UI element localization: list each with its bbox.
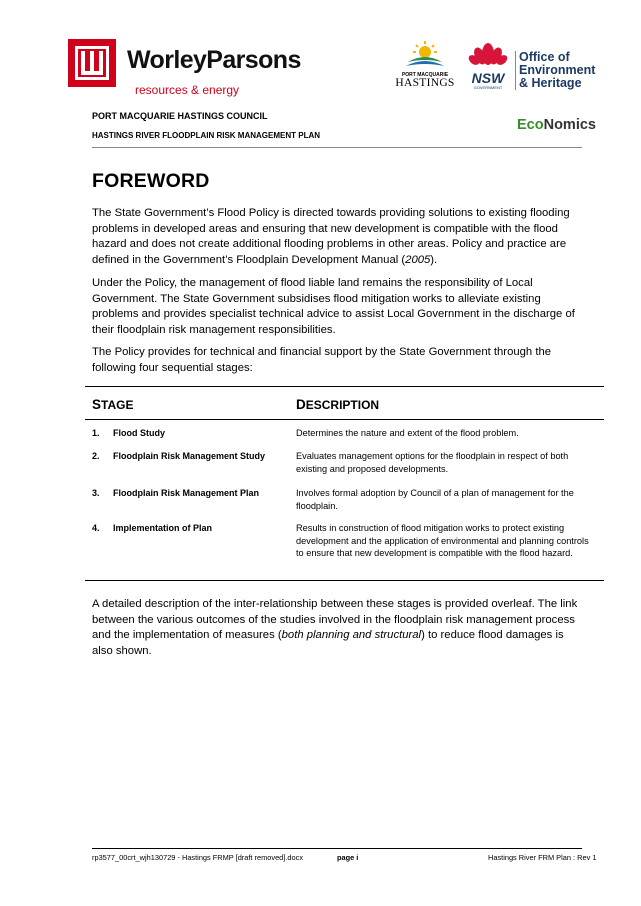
company-name: WorleyParsons	[127, 46, 301, 74]
paragraph-4-text-b: ) to reduce flood damages is also shown.	[92, 629, 564, 657]
sun-wave-icon	[390, 40, 460, 68]
paragraph-1-text-a: The State Government’s Flood Policy is directed towards providing solutions to existing flooding problems in developed areas and ensuring that new development is compatible with the flood hazard and does not create additional flooding problems in other areas. Policy and practice are defined in the Government’s Floodplain Development Manual (	[92, 207, 570, 266]
table-row-4-description: Results in construction of flood mitigation works to protect existing development and the application of environmental and planning controls to ensure that new development is compatible with the flood hazard.	[296, 523, 589, 558]
economics-logo-part-b: Nomics	[543, 117, 596, 133]
paragraph-2: Under the Policy, the management of flood liable land remains the responsibility of Local Government. The State Government subsidises flood mitigation works to alleviate existing problems and provides specialist technical advice to assist Local Government in the discharge of their floodplain risk management responsibilities.	[92, 277, 575, 336]
header-divider	[92, 147, 582, 148]
port-macquarie-hastings-logo	[390, 40, 460, 90]
oeh-line-3: & Heritage	[519, 76, 582, 90]
worleyparsons-logo-icon	[68, 39, 116, 87]
nsw-logo-text: NSW	[471, 70, 505, 86]
table-row-1-description: Determines the nature and extent of the flood problem.	[296, 428, 519, 438]
table-top-rule	[85, 386, 604, 387]
council-logo-small-text: PORT MACQUARIE	[401, 72, 449, 78]
table-row-2-stage: Floodplain Risk Management Study	[113, 451, 266, 461]
table-row-1-stage: Flood Study	[113, 428, 165, 438]
table-bottom-rule	[85, 580, 604, 581]
paragraph-1	[92, 206, 586, 268]
nsw-government-logo	[465, 42, 511, 92]
footer-page-number: page i	[337, 853, 359, 862]
table-header-description-rest: ESCRIPTION	[305, 398, 380, 412]
footer-filename: rp3577_00crt_wjh130729 - Hastings FRMP [draft removed].docx	[92, 853, 304, 862]
table-header-description	[296, 397, 379, 412]
table-header-stage-initial: S	[92, 397, 102, 412]
table-header-description-initial: D	[296, 397, 306, 412]
table-row-3-number: 3.	[92, 488, 100, 498]
oeh-line-1: Office of	[519, 50, 570, 64]
oeh-line-2: Environment	[519, 63, 596, 77]
footer-divider	[92, 848, 582, 849]
paragraph-3: The Policy provides for technical and financial support by the State Government through the following four sequential stages:	[92, 346, 552, 374]
company-tagline: resources & energy	[135, 83, 240, 97]
paragraph-4-text-a: A detailed description of the inter-relationship between these stages is provided overleaf. The link between the various outcomes of the studies involved in the floodplain risk management process and the implementation of measures (	[92, 598, 578, 641]
oeh-logo-text	[515, 51, 595, 90]
economics-logo	[517, 117, 596, 133]
council-logo-large-text: HASTINGS	[395, 77, 455, 89]
table-row-4-number: 4.	[92, 523, 100, 533]
paragraph-1-year: 2005	[405, 253, 431, 266]
table-row-2-number: 2.	[92, 451, 100, 461]
page-heading: FOREWORD	[92, 170, 210, 192]
council-name: PORT MACQUARIE HASTINGS COUNCIL	[92, 111, 268, 121]
table-row-3-description: Involves formal adoption by Council of a plan of management for the floodplain.	[296, 488, 574, 511]
table-row-4-stage: Implementation of Plan	[113, 523, 213, 533]
paragraph-1-text-b: ).	[430, 253, 438, 266]
footer-revision: Hastings River FRM Plan : Rev 1	[488, 853, 597, 862]
table-header-stage	[92, 397, 133, 412]
table-row-3-stage: Floodplain Risk Management Plan	[113, 488, 260, 498]
economics-logo-part-a: Eco	[517, 117, 544, 133]
paragraph-4-italic: both planning and structural	[281, 629, 422, 641]
table-row-1-number: 1.	[92, 428, 100, 438]
nsw-logo-subtext: GOVERNMENT	[473, 85, 503, 90]
table-header-rule	[85, 419, 604, 420]
waratah-icon	[465, 42, 511, 66]
paragraph-4	[92, 597, 586, 659]
table-row-2-description: Evaluates management options for the floodplain in respect of both existing and proposed developments.	[296, 451, 569, 474]
table-header-stage-rest: TAGE	[101, 398, 134, 412]
plan-title: HASTINGS RIVER FLOODPLAIN RISK MANAGEMENT PLAN	[92, 131, 321, 140]
